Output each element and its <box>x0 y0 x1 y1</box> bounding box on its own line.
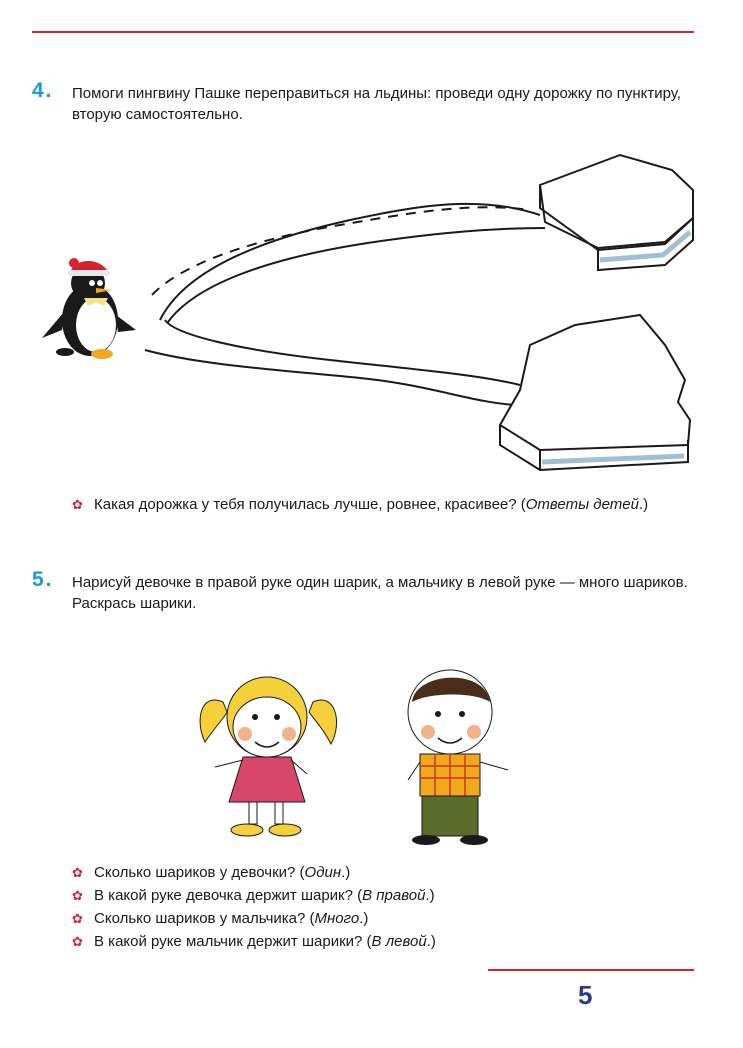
task-5-questions <box>72 862 436 954</box>
answer: В левой <box>371 933 427 950</box>
task-5-question: ✿ Сколько шариков у мальчика? (Много.) <box>72 910 369 927</box>
task-4-illustration <box>0 140 743 620</box>
upper-road-dashes <box>152 207 530 295</box>
flower-icon: ✿ <box>72 497 83 512</box>
task-5-question: ✿ В какой руке девочка держит шарик? (В правой.) <box>72 887 435 904</box>
flower-icon: ✿ <box>72 911 83 926</box>
flower-icon: ✿ <box>72 888 83 903</box>
top-rule <box>32 31 694 33</box>
task-4-questions <box>72 494 648 517</box>
flower-icon: ✿ <box>72 865 83 880</box>
answer: Один <box>304 864 342 881</box>
penguin-pashka <box>42 258 136 359</box>
lower-road-top <box>165 320 520 385</box>
lower-ice-floe <box>500 315 690 470</box>
bottom-rule <box>488 969 694 971</box>
task-5-question: ✿ В какой руке мальчик держит шарики? (В левой.) <box>72 933 436 950</box>
task-5-question: ✿ Сколько шариков у девочки? (Один.) <box>72 864 351 881</box>
upper-ice-floe <box>540 155 693 270</box>
boy-figure <box>408 670 508 845</box>
upper-road-inner <box>168 228 545 322</box>
flower-icon: ✿ <box>72 934 83 949</box>
children-illustration <box>195 662 515 852</box>
page-number: 5 <box>578 980 593 1010</box>
task-5-number: 5. <box>32 568 54 591</box>
answer: Ответы детей <box>525 496 639 513</box>
task-4-question: ✿ Какая дорожка у тебя получилась лучше, ровнее, красивее? (Ответы детей.) <box>72 496 649 513</box>
task-4-number: 4. <box>32 79 54 102</box>
task-4-text: Помоги пингвину Пашке переправиться на льдины: проведи одну дорожку по пунктиру, вторую самостоятельно. <box>72 85 681 123</box>
task-5-text: Нарисуй девочке в правой руке один шарик, а мальчику в левой руке — много шариков. Раскрась шарики. <box>72 574 688 612</box>
girl-figure <box>200 677 336 836</box>
upper-road-outer <box>160 204 540 320</box>
lower-road-bottom <box>145 350 515 405</box>
answer: Много <box>314 910 360 927</box>
answer: В правой <box>362 887 426 904</box>
